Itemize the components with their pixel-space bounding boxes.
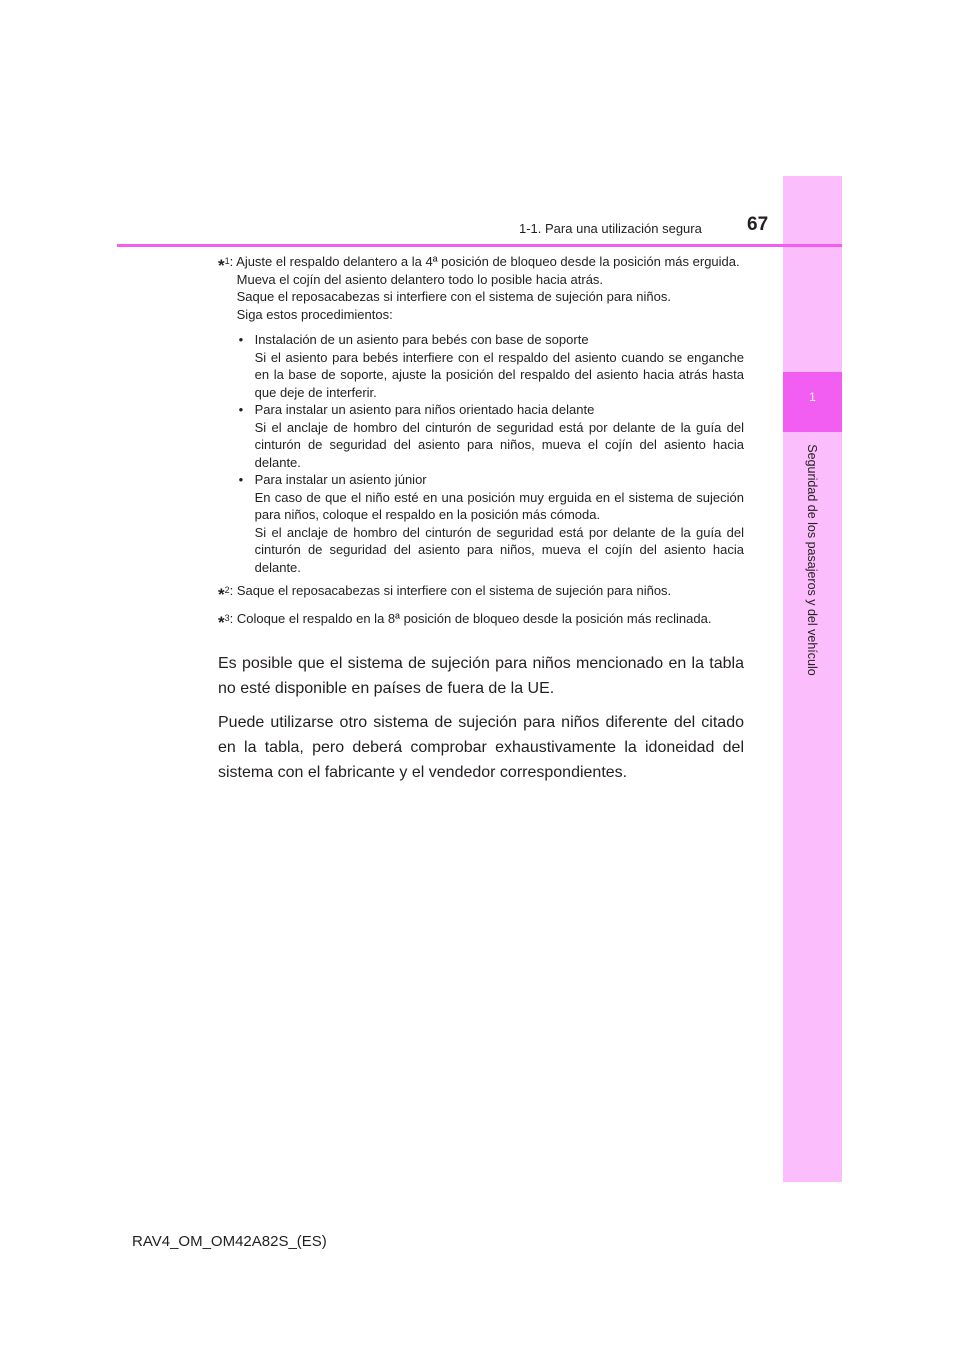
list-item-body	[255, 331, 744, 401]
footnote-paragraph: Mueva el cojín del asiento delantero todo lo posible hacia atrás.	[236, 271, 604, 287]
chapter-number: 1	[809, 390, 816, 404]
list-item-text: En caso de que el niño esté en una posición muy erguida en el sistema de sujeción para niños, coloque el respaldo en la posición más cómoda.	[254, 489, 744, 522]
list-item-title: Instalación de un asiento para bebés con base de soporte	[254, 332, 589, 347]
footnote-index: 3	[224, 612, 230, 623]
list-item-title: Para instalar un asiento júnior	[254, 472, 427, 487]
asterisk-icon: *	[218, 585, 225, 604]
list-item-text: Si el anclaje de hombro del cinturón de seguridad está por delante de la guía del cinturón de seguridad del asiento para niños, mueva el cojín del asiento hacia delante.	[254, 419, 744, 470]
list-item	[223, 331, 744, 401]
procedure-list	[223, 331, 744, 576]
footnote-mark	[218, 582, 230, 604]
asterisk-icon: *	[218, 256, 225, 275]
list-item-text: Si el asiento para bebés interfiere con el respaldo del asiento cuando se enganche en la base de soporte, ajuste la posición del respaldo del asiento hacia atrás hasta que deje de interferir.	[254, 349, 744, 400]
footnote	[218, 582, 744, 604]
side-chapter-tab	[783, 176, 842, 1182]
body-paragraph: Puede utilizarse otro sistema de sujeción para niños diferente del citado en la tabla, pero deberá comprobar exhaustivamente la idoneidad del sistema con el fabricante y el vendedor correspondientes.	[218, 714, 744, 781]
footnote-paragraph: : Saque el reposacabezas si interfiere con el sistema de sujeción para niños.	[229, 583, 672, 598]
footnote-index: 2	[224, 585, 230, 595]
footnote-mark	[218, 610, 230, 632]
list-item-body	[255, 401, 744, 471]
footnote-body	[230, 582, 744, 604]
footnote-paragraph: Saque el reposacabezas si interfiere con el sistema de sujeción para niños.	[236, 289, 671, 304]
footnote-body	[230, 253, 744, 576]
footnote-paragraph: : Ajuste el respaldo delantero a la 4ª posición de bloqueo desde la posición más erguida.	[229, 254, 740, 269]
manual-code: RAV4_OM_OM42A82S_(ES)	[132, 1233, 327, 1250]
footnote-index: 1	[224, 256, 230, 266]
footnote	[218, 610, 744, 632]
bullet-icon: •	[238, 472, 244, 487]
chapter-title: Seguridad de los pasajeros y del vehículo	[805, 444, 819, 676]
list-item-title: Para instalar un asiento para niños orientado hacia delante	[254, 402, 595, 417]
body-paragraph: Es posible que el sistema de sujeción para niños mencionado en la tabla no esté disponible en países de fuera de la UE.	[218, 655, 744, 697]
list-item-text: Si el anclaje de hombro del cinturón de seguridad está por delante de la guía del cinturón de seguridad del asiento para niños, mueva el cojín del asiento hacia delante.	[254, 524, 744, 575]
footnotes	[218, 253, 744, 637]
body-text	[218, 651, 744, 794]
list-item	[223, 471, 744, 576]
footnote-body	[230, 610, 744, 632]
footnote-paragraph: : Coloque el respaldo en la 8ª posición de bloqueo desde la posición más reclinada.	[229, 610, 712, 626]
header-rule	[117, 244, 842, 247]
list-item-body	[255, 471, 744, 576]
page-number: 67	[747, 214, 769, 235]
asterisk-icon: *	[218, 612, 225, 632]
footnote-paragraph: Siga estos procedimientos:	[236, 306, 393, 322]
list-item	[223, 401, 744, 471]
section-title: 1-1. Para una utilización segura	[519, 221, 702, 236]
bullet-icon: •	[238, 402, 244, 417]
bullet-icon: •	[238, 332, 244, 347]
footnote	[218, 253, 744, 576]
